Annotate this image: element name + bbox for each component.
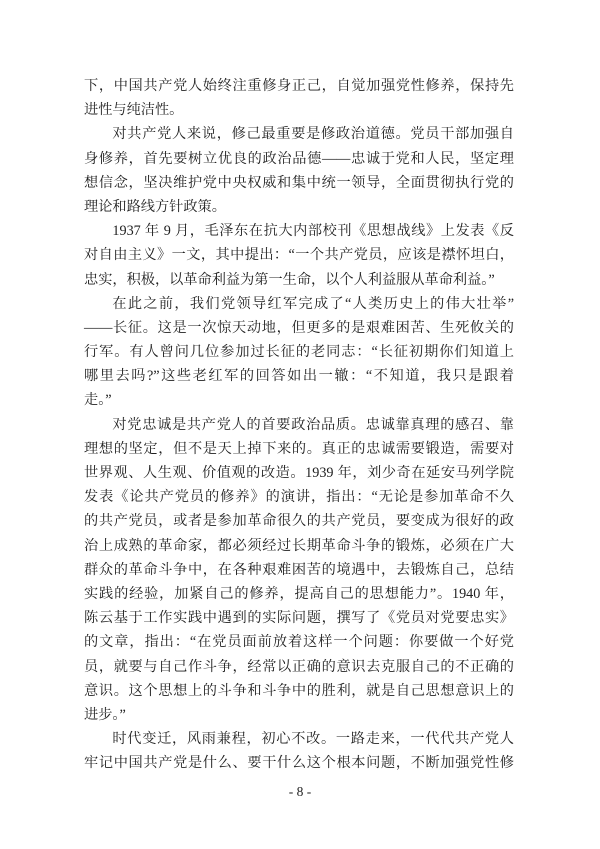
text-line: 员，就要与自己作斗争，经常以正确的意识去克服自己的不正确的 — [84, 658, 514, 675]
text-line: 进性与纯洁性。 — [84, 102, 184, 119]
text-line: 理想的坚定，但不是天上掉下来的。真正的忠诚需要锻造，需要对 — [84, 440, 514, 457]
text-line: 1937 年 9 月，毛泽东在抗大内部校刊《思想战线》上发表《反 — [112, 223, 514, 240]
text-line: 世界观、人生观、价值观的改造。1939 年，刘少奇在延安马列学院 — [84, 465, 514, 481]
text-line: 下，中国共产党人始终注重修身正己，自觉加强党性修养，保持先 — [84, 78, 514, 94]
text-line: 理论和路线方针政策。 — [84, 198, 226, 215]
text-line: 发表《论共产党员的修养》的演讲，指出：“无论是参加革命不久 — [84, 489, 514, 506]
text-line: 对共产党人来说，修己最重要是修政治道德。党员干部加强自 — [112, 126, 514, 143]
text-line: 忠实，积极，以革命利益为第一生命，以个人利益服从革命利益。” — [84, 271, 495, 288]
page-body — [84, 74, 514, 775]
text-line: ——长征。这是一次惊天动地，但更多的是艰难困苦、生死攸关的 — [84, 319, 514, 336]
text-line: 对自由主义》一文，其中提出：“一个共产党员，应该是襟怀坦白， — [84, 247, 514, 264]
page-footer — [0, 784, 600, 800]
text-line: 进步。” — [84, 706, 126, 723]
text-line: 的共产党员，或者是参加革命很久的共产党员，要变成为很好的政 — [84, 513, 514, 530]
text-line: 对党忠诚是共产党人的首要政治品质。忠诚靠真理的感召、靠 — [112, 416, 514, 433]
page-number: - 8 - — [288, 784, 312, 799]
text-line: 身修养，首先要树立优良的政治品德——忠诚于党和人民，坚定理 — [84, 150, 514, 167]
text-line: 实践的经验，加紧自己的修养，提高自己的思想能力”。1940 年， — [84, 585, 514, 602]
text-line: 想信念，坚决维护党中央权威和集中统一领导，全面贯彻执行党的 — [84, 174, 514, 191]
text-line: 陈云基于工作实践中遇到的实际问题，撰写了《党员对党要忠实》 — [84, 610, 514, 627]
text-line: 在此之前，我们党领导红军完成了“人类历史上的伟大壮举” — [112, 295, 514, 312]
text-line: 治上成熟的革命家，都必须经过长期革命斗争的锻炼，必须在广大 — [84, 537, 514, 554]
text-line: 行军。有人曾问几位参加过长征的老同志：“长征初期你们知道上 — [84, 344, 514, 361]
text-line: 意识。这个思想上的斗争和斗争中的胜利，就是自己思想意识上的 — [84, 682, 514, 699]
text-line: 群众的革命斗争中，在各种艰难困苦的境遇中，去锻炼自己，总结 — [84, 561, 514, 578]
text-line: 哪里去吗?”这些老红军的回答如出一辙：“不知道，我只是跟着 — [84, 368, 514, 385]
text-line: 牢记中国共产党是什么、要干什么这个根本问题，不断加强党性修 — [84, 755, 514, 772]
text-line: 走。” — [84, 392, 112, 409]
text-line: 时代变迁，风雨兼程，初心不改。一路走来，一代代共产党人 — [112, 731, 514, 748]
text-line: 的文章，指出：“在党员面前放着这样一个问题：你要做一个好党 — [84, 634, 514, 651]
